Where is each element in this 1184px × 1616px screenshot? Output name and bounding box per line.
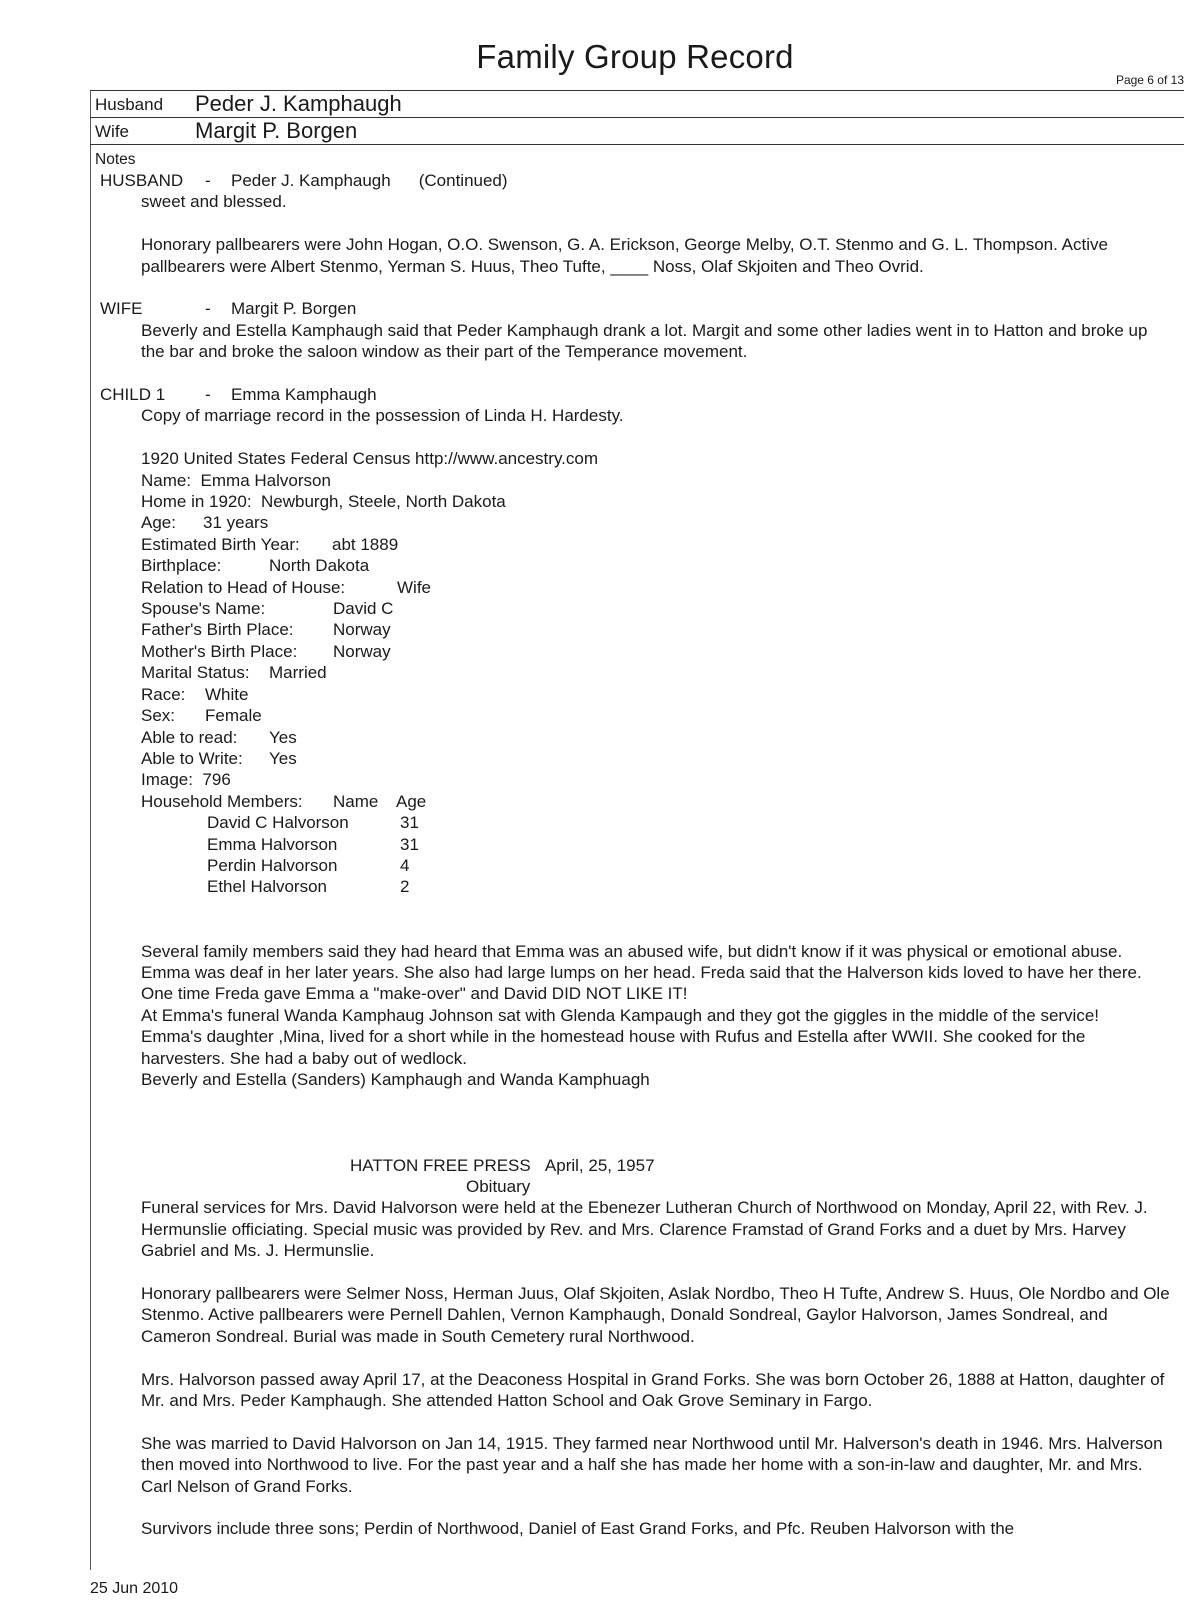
household-name-col: Name: [333, 791, 379, 811]
obituary-label: Obituary: [466, 1176, 531, 1196]
section-dash: -: [205, 299, 211, 319]
census-row: [100, 662, 1170, 683]
census-value: David C: [333, 599, 394, 619]
member-age: 31: [400, 834, 419, 854]
census-key: Marital Status:: [141, 663, 260, 683]
obituary-paragraph: Survivors include three sons; Perdin of Northwood, Daniel of East Grand Forks, and Pfc. Reuben Halvorson with the: [141, 1519, 1015, 1539]
member-age: 4: [400, 855, 410, 875]
household-member-row: [100, 834, 1170, 855]
census-row: [100, 470, 1170, 491]
obituary-paragraph: Honorary pallbearers were Selmer Noss, Herman Juus, Olaf Skjoiten, Aslak Nordbo, Theo H Tufte, Andrew S. Huus, Ole Nordbo and Ole Stenmo. Active pallbearers were Pernell Dahlen, Vernon Kamphaugh, Donald Sondreal, Gaylor Halvorson, James Sondreal, and Cameron Sondreal. Burial was made in South Cemetery rural Northwood.: [141, 1283, 1170, 1346]
census-value: Female: [205, 706, 262, 726]
census-row: [100, 748, 1170, 769]
census-key: Father's Birth Place:: [141, 620, 294, 640]
household-members: [100, 812, 1170, 898]
census-row: [100, 641, 1170, 662]
member-name: Ethel Halvorson: [207, 877, 328, 897]
census-key: Sex:: [141, 706, 176, 726]
member-name: David C Halvorson: [207, 813, 349, 833]
newspaper-date: April, 25, 1957: [544, 1155, 655, 1175]
member-age: 31: [400, 813, 419, 833]
census-value: Married: [269, 663, 327, 683]
census-value: 31 years: [203, 513, 269, 533]
census-value: Yes: [269, 727, 297, 747]
section-dash: -: [205, 385, 211, 405]
child-section-heading: [100, 384, 1170, 405]
census-key: Relation to Head of House:: [141, 577, 346, 597]
husband-label: Husband: [95, 95, 164, 114]
page-number: Page 6 of 13: [1115, 73, 1184, 87]
member-name: Emma Halvorson: [207, 834, 338, 854]
census-key: Mother's Birth Place:: [141, 641, 298, 661]
census-row: [100, 619, 1170, 640]
member-age: 2: [400, 877, 410, 897]
obituary-paragraph: Mrs. Halvorson passed away April 17, at the Deaconess Hospital in Grand Forks. She was born October 26, 1888 at Hatton, daughter of Mr. and Mrs. Peder Kamphaugh. She attended Hatton School and Oak Grove Seminary in Fargo.: [141, 1369, 1165, 1410]
obituary-text: [100, 1197, 1170, 1539]
household-member-row: [100, 855, 1170, 876]
census-key: Able to read:: [141, 727, 238, 747]
continued-note: (Continued): [418, 171, 508, 190]
census-row: [100, 769, 1170, 790]
census-value: 796: [202, 770, 231, 790]
census-key: Spouse's Name:: [141, 599, 266, 619]
story-paragraph: Beverly and Estella (Sanders) Kamphaugh and Wanda Kamphuagh: [141, 1069, 650, 1089]
obituary-paragraph: Funeral services for Mrs. David Halvorson were held at the Ebenezer Lutheran Church of Northwood on Monday, April 22, with Rev. J. Hermunslie officiating. Special music was provided by Rev. and Mrs. Clarence Framstad of Grand Forks and a duet by Mrs. Harvey Gabriel and Ms. J. Hermunslie.: [141, 1198, 1148, 1261]
wife-section-heading: [100, 298, 1170, 319]
census-value: Norway: [333, 641, 391, 661]
census-row: [100, 577, 1170, 598]
census-key: Race:: [141, 684, 186, 704]
notes-content: [100, 170, 1170, 1540]
census-key: Name:: [141, 470, 201, 490]
census-value: North Dakota: [269, 556, 370, 576]
census-row: [100, 534, 1170, 555]
census-value: Newburgh, Steele, North Dakota: [261, 492, 506, 512]
census-value: Emma Halvorson: [200, 470, 331, 490]
section-label: HUSBAND: [100, 171, 184, 190]
household-member-row: [100, 876, 1170, 897]
story-paragraph: Emma's daughter ,Mina, lived for a short while in the homestead house with Rufus and Estella after WWII. She cooked for the harvesters. She had a baby out of wedlock.: [141, 1027, 1086, 1068]
section-name: Emma Kamphaugh: [231, 385, 377, 405]
divider: [90, 144, 1184, 145]
wife-name: Margit P. Borgen: [195, 118, 358, 143]
household-label: Household Members:: [141, 791, 303, 811]
census-list: [100, 470, 1170, 791]
husband-section-heading: [100, 170, 1170, 191]
paragraph: sweet and blessed.: [141, 192, 287, 212]
census-row: [100, 684, 1170, 705]
census-value: Norway: [333, 620, 391, 640]
census-row: [100, 491, 1170, 512]
census-key: Image:: [141, 770, 203, 790]
member-name: Perdin Halvorson: [207, 855, 338, 875]
census-key: Birthplace:: [141, 556, 222, 576]
section-dash: -: [205, 171, 211, 190]
paragraph: Honorary pallbearers were John Hogan, O.O. Swenson, G. A. Erickson, George Melby, O.T. Stenmo and G. L. Thompson. Active pallbearers were Albert Stenmo, Yerman S. Huus, Theo Tufte, ____ Noss, Olaf Skjoiten and Theo Ovrid.: [141, 235, 1108, 276]
newspaper-name: HATTON FREE PRESS: [350, 1155, 531, 1175]
census-value: Yes: [269, 748, 297, 768]
page-title: Family Group Record: [476, 38, 794, 75]
section-label: WIFE: [100, 299, 143, 319]
census-key: Able to Write:: [141, 748, 243, 768]
census-row: [100, 705, 1170, 726]
household-age-col: Age: [396, 791, 427, 811]
census-value: Wife: [397, 577, 431, 597]
census-key: Home in 1920:: [141, 492, 262, 512]
household-member-row: [100, 812, 1170, 833]
census-key: Estimated Birth Year:: [141, 534, 310, 554]
wife-label: Wife: [95, 122, 129, 141]
story-paragraph: One time Freda gave Emma a "make-over" and David DID NOT LIKE IT!: [141, 984, 688, 1004]
footer-date: 25 Jun 2010: [90, 1580, 179, 1597]
section-label: CHILD 1: [100, 385, 166, 405]
census-row: [100, 727, 1170, 748]
newspaper-heading: [100, 1155, 1170, 1176]
census-title: 1920 United States Federal Census http://www.ancestry.com: [141, 449, 599, 469]
census-key: Age:: [141, 513, 186, 533]
census-row: [100, 598, 1170, 619]
paragraph: Copy of marriage record in the possession of Linda H. Hardesty.: [141, 406, 624, 426]
census-value: abt 1889: [332, 534, 399, 554]
section-name: Peder J. Kamphaugh: [231, 171, 391, 190]
husband-name: Peder J. Kamphaugh: [195, 91, 402, 116]
census-row: [100, 512, 1170, 533]
story-paragraph: At Emma's funeral Wanda Kamphaug Johnson sat with Glenda Kampaugh and they got the giggles in the middle of the service!: [141, 1005, 1100, 1025]
census-row: [100, 555, 1170, 576]
section-name: Margit P. Borgen: [231, 299, 357, 319]
notes-label: Notes: [95, 151, 136, 168]
census-value: White: [205, 684, 249, 704]
family-story: [100, 941, 1170, 1091]
story-paragraph: Several family members said they had heard that Emma was an abused wife, but didn't know if it was physical or emotional abuse. Emma was deaf in her later years. She also had large lumps on her head. Freda said that the Halverson kids loved to have her there.: [141, 941, 1142, 982]
household-header: [100, 791, 1170, 812]
obituary-paragraph: She was married to David Halvorson on Jan 14, 1915. They farmed near Northwood until Mr. Halverson's death in 1946. Mrs. Halverson then moved into Northwood to live. For the past year and a half she has made her home with a son-in-law and daughter, Mr. and Mrs. Carl Nelson of Grand Forks.: [141, 1433, 1163, 1496]
paragraph: Beverly and Estella Kamphaugh said that Peder Kamphaugh drank a lot. Margit and some other ladies went in to Hatton and broke up the bar and broke the saloon window as their part of the Temperance movement.: [141, 320, 1148, 362]
